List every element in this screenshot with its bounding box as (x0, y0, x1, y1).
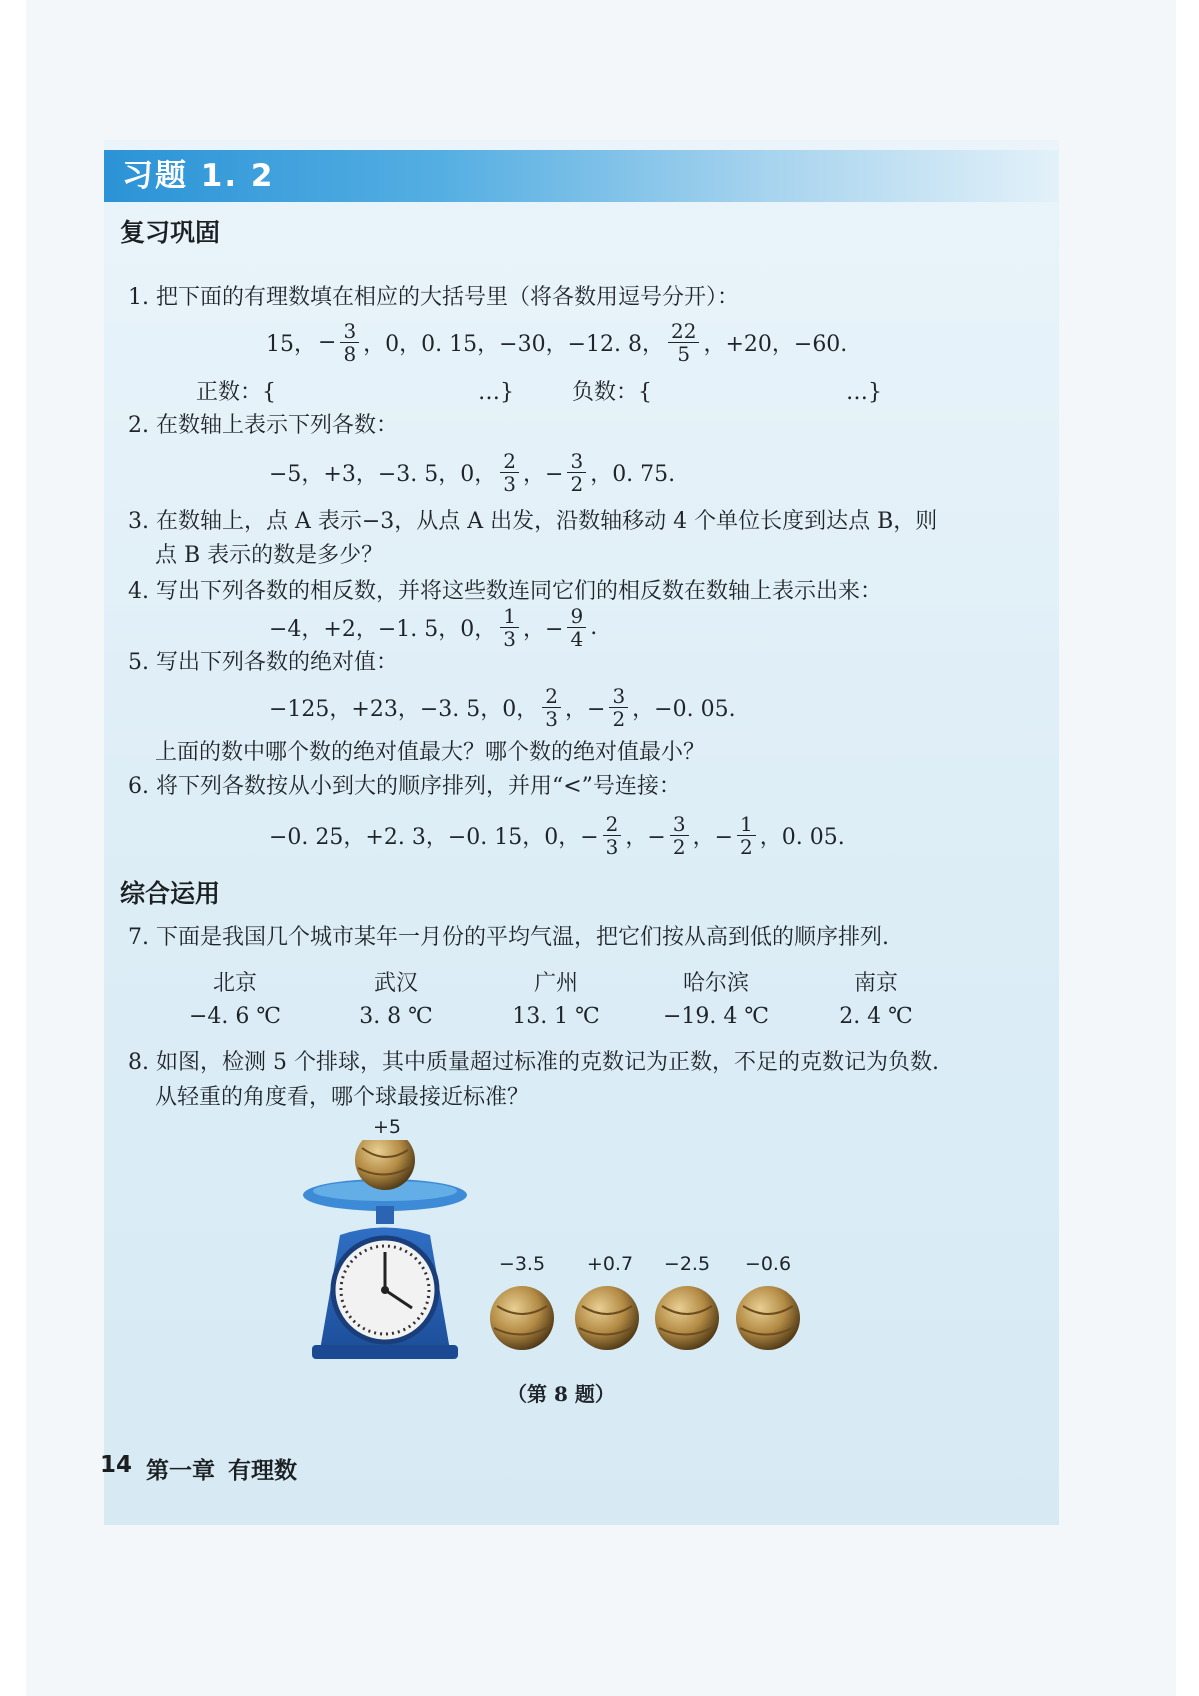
q3-line1: 3. 在数轴上，点 A 表示−3，从点 A 出发，沿数轴移动 4 个单位长度到达点 B，则 (128, 509, 938, 534)
section-application: 综合运用 (120, 879, 221, 908)
volleyball (575, 1286, 639, 1350)
ball-label: −3.5 (498, 1253, 546, 1275)
q5-question: 上面的数中哪个数的绝对值最大？哪个数的绝对值最小？ (155, 740, 706, 765)
q4-text: 4. 写出下列各数的相反数，并将这些数连同它们的相反数在数轴上表示出来： (128, 579, 882, 604)
q2-expression (268, 442, 676, 502)
fraction (340, 320, 359, 365)
chapter-title: 有理数 (228, 1458, 297, 1484)
expr-text: −0. 25，+2. 3，−0. 15，0，− (269, 824, 599, 850)
fraction-numerator: 3 (340, 320, 359, 343)
fraction-denominator: 4 (570, 626, 584, 651)
fraction (609, 685, 628, 730)
ball-label: +0.7 (586, 1253, 634, 1275)
fraction-denominator: 2 (672, 834, 686, 859)
fraction (567, 605, 586, 650)
volleyball (736, 1286, 800, 1350)
q5-expression (268, 677, 737, 737)
fraction (542, 685, 561, 730)
fraction-denominator: 3 (545, 706, 558, 731)
fraction (670, 813, 689, 858)
expr-text: −125，+23，−3. 5，0， (269, 696, 539, 722)
fraction-denominator: 3 (503, 471, 517, 496)
page-number: 14 (100, 1452, 133, 1478)
fraction-numerator: 2 (542, 685, 561, 708)
volleyball (490, 1286, 554, 1350)
expr-text: ，− (625, 824, 666, 850)
q1-positive-label: 正数：{ (196, 380, 276, 405)
fraction-numerator: 22 (668, 320, 699, 343)
q7-text: 7. 下面是我国几个城市某年一月份的平均气温，把它们按从高到低的顺序排列. (128, 925, 889, 950)
q8-line2: 从轻重的角度看，哪个球最接近标准？ (155, 1085, 530, 1110)
expr-text: −4，+2，−1. 5，0， (269, 616, 497, 642)
q1-text: 1. 把下面的有理数填在相应的大括号里（将各数用逗号分开）： (128, 285, 739, 310)
fraction-denominator: 3 (503, 626, 517, 651)
chapter-label: 第一章 (146, 1458, 215, 1484)
fraction-denominator: 5 (677, 341, 691, 366)
expr-text: ，0. 05. (759, 824, 845, 850)
expr-text: ，− (692, 824, 734, 850)
q8-line1: 8. 如图，检测 5 个排球，其中质量超过标准的克数记为正数，不足的克数记为负数. (128, 1050, 939, 1075)
expr-text: 15， (266, 331, 316, 357)
fraction-numerator: 1 (500, 605, 519, 628)
section-review: 复习巩固 (120, 218, 221, 247)
fraction (668, 320, 699, 365)
fraction-denominator: 8 (343, 341, 357, 366)
q3-line2: 点 B 表示的数是多少？ (155, 543, 384, 568)
fraction (603, 813, 622, 858)
q1-negative-ellipsis: …} (846, 380, 882, 405)
q5-text: 5. 写出下列各数的绝对值： (128, 650, 398, 675)
q2-text: 2. 在数轴上表示下列各数： (128, 413, 398, 438)
figure-caption: （第 8 题） (507, 1382, 615, 1406)
fraction (737, 813, 756, 858)
fraction (567, 450, 586, 495)
expr-text: ，− (565, 696, 606, 722)
fraction-numerator: 1 (737, 813, 756, 836)
city-temp: 3. 8 ℃ (359, 1004, 433, 1029)
ball-label: −0.6 (744, 1253, 792, 1275)
expr-text: −5，+3，−3. 5，0， (269, 461, 497, 487)
scale-illustration (290, 1140, 830, 1370)
expr-text: ，+20，−60. (703, 331, 848, 357)
city-temp: −4. 6 ℃ (188, 1004, 282, 1029)
scale-ball-label: +5 (372, 1116, 401, 1138)
expr-text: ，− (523, 616, 564, 642)
fraction-denominator: 3 (605, 834, 619, 859)
expr-text: ，0. 75. (590, 461, 676, 487)
city-name: 哈尔滨 (682, 971, 749, 996)
q6-text: 6. 将下列各数按从小到大的顺序排列，并用“<”号连接： (128, 774, 681, 799)
q1-positive-ellipsis: …} (478, 380, 514, 405)
ball-label: −2.5 (663, 1253, 711, 1275)
fraction-denominator: 2 (740, 834, 753, 859)
fraction-numerator: 3 (609, 685, 628, 708)
fraction-numerator: 2 (603, 813, 622, 836)
fraction-numerator: 3 (670, 813, 689, 836)
exercise-title: 习题 1. 2 (122, 158, 275, 194)
fraction-numerator: 3 (567, 450, 586, 473)
fraction (500, 605, 519, 650)
fraction-denominator: 2 (570, 471, 584, 496)
city-name: 武汉 (373, 971, 418, 996)
city-temp: 13. 1 ℃ (512, 1004, 600, 1029)
fraction-denominator: 2 (612, 706, 626, 731)
city-name: 广州 (533, 971, 578, 996)
expr-text: ，− (523, 461, 564, 487)
city-name: 南京 (853, 971, 898, 996)
city-temp: 2. 4 ℃ (839, 1004, 913, 1029)
fraction-numerator: 2 (500, 450, 519, 473)
expr-text: ，−0. 05. (632, 696, 736, 722)
expr-text: − (318, 329, 337, 355)
expr-text: . (590, 614, 598, 640)
q1-negative-label: 负数：{ (572, 380, 652, 405)
q1-expression (265, 312, 848, 372)
city-name: 北京 (212, 971, 257, 996)
q6-expression (268, 805, 846, 865)
fraction (500, 450, 519, 495)
expr-text: ，0，0. 15，−30，−12. 8， (363, 331, 664, 357)
fraction-numerator: 9 (567, 605, 586, 628)
city-temp: −19. 4 ℃ (662, 1004, 769, 1029)
volleyball (655, 1286, 719, 1350)
